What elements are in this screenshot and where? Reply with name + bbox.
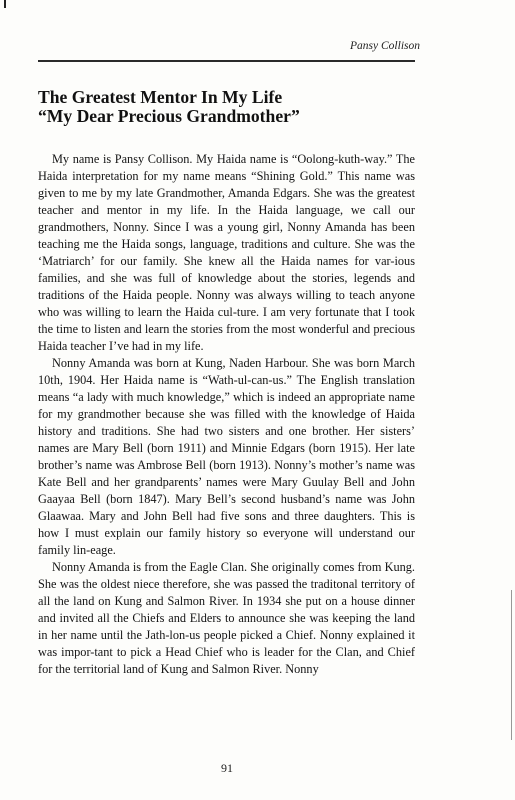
running-head: Pansy Collison	[350, 40, 420, 52]
chapter-title-line-1: The Greatest Mentor In My Life	[38, 87, 283, 107]
header-rule	[38, 60, 415, 62]
chapter-title	[38, 88, 415, 126]
page-number: 91	[221, 761, 233, 775]
paragraph: My name is Pansy Collison. My Haida name is “Oolong-kuth-way.” The Haida interpretation for my name means “Shining Gold.” This name was given to me by my late Grandmother, Amanda Edgars. She was the greatest teacher and mentor in my life. In the Haida language, we call our grandmothers, Nonny. Since I was a young girl, Nonny Amanda has been teaching me the Haida songs, language, traditions and culture. She was the ‘Matriarch’ for our family. She knew all the Haida names for var-ious families, and she was full of knowledge about the stories, legends and traditions of the Haida people. Nonny was always willing to teach anyone who was willing to learn the Haida cul-ture. I am very fortunate that I took the time to listen and learn the stories from the most wonderful and precious Haida teacher I’ve had in my life.	[38, 152, 415, 353]
chapter-title-line-2: “My Dear Precious Grandmother”	[38, 106, 300, 126]
scan-edge-shadow	[511, 590, 512, 740]
scan-edge-mark	[4, 0, 6, 8]
page-content	[38, 88, 415, 678]
paragraph: Nonny Amanda is from the Eagle Clan. She originally comes from Kung. She was the oldest niece therefore, she was passed the traditonal territory of all the land on Kung and Salmon River. In 1934 she put on a house dinner and invited all the Chiefs and Elders to announce she was keeping the land in her name until the Jath-lon-us people picked a Chief. Nonny explained it was impor-tant to pick a Head Chief who is leader for the Clan, and Chief for the territorial land of Kung and Salmon River. Nonny	[38, 560, 415, 676]
body-text	[38, 151, 415, 678]
paragraph: Nonny Amanda was born at Kung, Naden Harbour. She was born March 10th, 1904. Her Haida name is “Wath-ul-can-us.” The English translation means “a lady with much knowledge,” which is indeed an appropriate name for my grandmother because she was filled with the knowledge of Haida history and traditions. She had two sisters and one brother. Her sisters’ names are Mary Bell (born 1911) and Minnie Edgars (born 1915). Her late brother’s name was Ambrose Bell (born 1913). Nonny’s mother’s name was Kate Bell and her grandparents’ names were Mary Guulay Bell and John Gaayaa Bell (born 1847). Mary Bell’s second husband’s name was John Glaawaa. Mary and John Bell had five sons and three daughters. This is how I must explain our family history so everyone will understand our family lin-eage.	[38, 356, 415, 557]
